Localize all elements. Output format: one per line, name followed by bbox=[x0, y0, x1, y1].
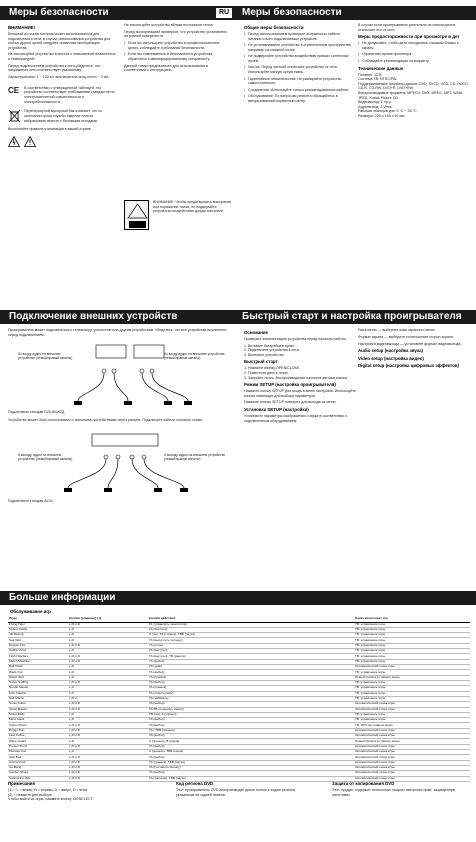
copy-protection-heading: Защита от копирования DVD bbox=[332, 781, 395, 786]
keys-cell: L,R,U bbox=[68, 696, 148, 701]
action-cell: TA (выбор) bbox=[148, 718, 354, 723]
warning-heading: ВНИМАНИЕ! bbox=[8, 25, 36, 30]
game-name-cell: Nail Mania bbox=[8, 696, 68, 701]
game-name-cell: Space Castle bbox=[8, 627, 68, 632]
keys-cell: L,R,U,D bbox=[68, 755, 148, 760]
action-cell: TA (выбор) bbox=[148, 659, 354, 664]
action-cell: TA (выстрел) bbox=[148, 627, 354, 632]
show-cell: Автоматический показ игры bbox=[354, 744, 470, 749]
col-header-game: Игры bbox=[8, 616, 68, 622]
action-cell: TA (огонь) bbox=[148, 643, 354, 648]
game-name-cell: Jewel Master bbox=[8, 707, 68, 712]
section-banner-connect bbox=[0, 310, 476, 324]
keys-cell: L,R bbox=[68, 712, 148, 717]
safety-para: Данный товар предназначен для использования в соответствии с инструкцией. bbox=[124, 63, 208, 73]
keys-cell: L,R,U,D bbox=[68, 659, 148, 664]
settings-heading: Установка SETUP (настройки) bbox=[244, 407, 309, 413]
region-code-heading: Код региона DVD bbox=[176, 781, 214, 786]
caution-text: ВНИМАНИЕ: Чтобы предотвратить возгорание или поражение током, не подвергайте устройство воздействию дождя или влаги. bbox=[153, 200, 232, 214]
warning-label-icon bbox=[125, 201, 150, 231]
diagram-caption-left: К выходу аудио на внешнем устройстве (левый/правый каналы) bbox=[18, 453, 73, 461]
safety-col-3 bbox=[244, 23, 352, 258]
language-badge: RU bbox=[216, 8, 232, 18]
ce-mark-icon: CE bbox=[8, 85, 20, 95]
game-name-cell: Flight Warfare bbox=[8, 654, 68, 659]
quick-para: Настройка видеовыхода — установите формат видеовыхода. bbox=[358, 341, 462, 346]
show-cell: Автоматический показ игры bbox=[354, 776, 470, 781]
quickstart-col-2 bbox=[358, 328, 470, 564]
safety-para: Не используйте устройство в местах с повышенной влажностью и температурой. bbox=[8, 52, 116, 62]
connection-diagram-av bbox=[8, 432, 234, 498]
safety-bullet: • Если вы используете устройство в профессиональных целях, соблюдайте требования безопасности. bbox=[124, 41, 230, 50]
keys-cell: L,R bbox=[68, 665, 148, 670]
action-cell: TA (выстрел), TB (ракета) bbox=[148, 654, 354, 659]
safety-para: Перед подключением устройства к сети убедитесь, что напряжение сети соответствует указанному. bbox=[8, 63, 101, 73]
safety-bullet: • Соединения: Используйте только рекомендованные кабели. bbox=[244, 88, 352, 93]
show-cell: Автоматический показ игры bbox=[354, 765, 470, 770]
keys-cell: L,R bbox=[68, 627, 148, 632]
keys-cell: L,R bbox=[68, 638, 148, 643]
spec-line: Размеры: 225 x 165 x 40 мм bbox=[358, 113, 405, 118]
safety-bullet: • Не устанавливайте устройство в ограниченном пространстве, например на книжной полке. bbox=[244, 43, 352, 52]
note-line: (1) = L = влево, R = вправо, U = вверх, D = вниз bbox=[8, 787, 88, 792]
safety-para: Не используйте устройство вблизи источников тепла. bbox=[124, 23, 214, 27]
action-cell: TA (прыжок), TBB (пауза) bbox=[148, 760, 354, 765]
action-cell: TA (выбор) bbox=[148, 670, 354, 675]
warning-label-box bbox=[124, 200, 149, 230]
game-name-cell: Nerdle Master bbox=[8, 686, 68, 691]
show-cell: TB: управление игры bbox=[354, 649, 470, 654]
show-cell: TB: управление игры bbox=[354, 633, 470, 638]
compliance-text: В соответствии с утвержденной таблицей, это устройство соответствует требованиям стандартов по электромагнитной совместимости и электробезопасности. bbox=[24, 85, 115, 104]
diagram-caption-right: Ко входу аудио на внешнем устройстве (левый/правый каналы) bbox=[164, 352, 225, 360]
exclamation-triangle-icon bbox=[24, 136, 36, 147]
keys-cell: L,R,U,D bbox=[68, 723, 148, 728]
show-cell: Автоматический показ игры bbox=[354, 728, 470, 733]
game-name-cell: 3D Racing bbox=[8, 633, 68, 638]
games-heading: Обслуживание игр bbox=[10, 609, 51, 614]
keys-cell: L,R bbox=[68, 633, 148, 638]
keys-cell: L,R bbox=[68, 718, 148, 723]
safety-bullet: • Гарантийные обязательства: Не разбирайте устройство самостоятельно. bbox=[244, 77, 352, 86]
base-heading: Основание bbox=[244, 330, 269, 335]
action-cell: TA (выбор) bbox=[148, 755, 354, 760]
show-cell: Автоматический показ игры bbox=[354, 734, 470, 739]
spec-line: Рабочая температура: 5 °C ~ 35 °C bbox=[358, 109, 417, 114]
region-code-text: Этот проигрыватель DVD воспроизводит диски только с кодом региона, указанным на задней панели. bbox=[176, 787, 296, 797]
quick-para: Формат экрана — выберите соотношение сторон экрана. bbox=[358, 334, 454, 339]
game-name-cell: Garden Share bbox=[8, 771, 68, 776]
connect-mid bbox=[8, 418, 234, 428]
action-cell: TA (торпеда), TBB (пауза) bbox=[148, 776, 354, 781]
col-header-keys: Кнопки (клавиши) (1) bbox=[68, 616, 148, 622]
spec-line: Питание: 12 В bbox=[358, 72, 382, 77]
show-cell: TB: ЭТО на главном меню bbox=[354, 723, 470, 728]
action-cell: TB (газ), A (тормоз) bbox=[148, 712, 354, 717]
quick-step: 2. Поместите диск в лоток. bbox=[244, 370, 289, 375]
show-cell: TB: управление игры bbox=[354, 670, 470, 675]
game-name-cell: Sea War bbox=[8, 638, 68, 643]
safety-bullet: • Чистка: Перед чисткой отключите устройство от сети. Используйте мягкую сухую ткань. bbox=[244, 65, 352, 74]
action-cell: A (прыжок), TBB (пауза) bbox=[148, 750, 354, 755]
quick-para: Нажмите кнопку SETUP для входа в меню настройки. Используйте кнопки навигации для выбора параметров. bbox=[244, 389, 356, 398]
safety-bullet: • Обслуживание: По вопросам ремонта обращайтесь в авторизованный сервисный центр. bbox=[244, 94, 352, 103]
banner-title-right: Быстрый старт и настройка проигрывателя bbox=[242, 311, 462, 322]
safety-para: Внешний источник питания может использоваться для подключения к сети, в случае использования устройства для любых других целей следуйте правилам эксплуатации устройства. bbox=[8, 31, 111, 50]
col-header-show: Показ кнопочных игр bbox=[354, 616, 470, 622]
banner-title-left: Подключение внешних устройств bbox=[9, 311, 178, 322]
show-cell: Новый прыжок в главное меню bbox=[354, 675, 470, 680]
quick-para: Язык меню — выберите язык экранного меню. bbox=[358, 328, 436, 332]
game-name-cell: Boggy Run bbox=[8, 728, 68, 733]
show-cell: TB: управление игры bbox=[354, 622, 470, 627]
spec-line: Воспроизводимые форматы: MPEG4, DivX, MPEG, MP3, WMA, JPEG, Kodak Picture CD bbox=[358, 90, 464, 100]
game-name-cell: Match Machine bbox=[8, 659, 68, 664]
action-cell: TA (прыжок) bbox=[148, 686, 354, 691]
show-cell: TB: управление игры bbox=[354, 638, 470, 643]
show-cell: TB: управление игры bbox=[354, 654, 470, 659]
safety-bullet: • Не подвергайте устройство воздействию прямых солнечных лучей. bbox=[244, 54, 352, 63]
quick-step: 3. Закройте лоток. Воспроизведение начнется автоматически. bbox=[244, 375, 348, 380]
show-cell: Автоматический показ игры bbox=[354, 750, 470, 755]
show-cell: TB: управление игры bbox=[354, 680, 470, 685]
copy-protection-block bbox=[332, 781, 470, 837]
audio-setup-heading: Audio setup (настройка звука) bbox=[358, 348, 423, 354]
action-cell: TA (выбор) bbox=[148, 734, 354, 739]
show-cell: TB: управление игры bbox=[354, 643, 470, 648]
game-name-cell: Fish Catcher bbox=[8, 691, 68, 696]
section-banner-safety bbox=[0, 6, 476, 20]
notes-block bbox=[8, 781, 144, 837]
game-name-cell: Snow Cutter bbox=[8, 702, 68, 707]
game-name-cell: Protect Truck bbox=[8, 744, 68, 749]
action-cell: TA (выпустить торпеду) bbox=[148, 638, 354, 643]
quick-step: 1. Нажмите кнопку OPEN/CLOSE. bbox=[244, 366, 301, 371]
banner-title-left: Больше информации bbox=[9, 592, 116, 603]
game-name-cell: Submarine War bbox=[8, 776, 68, 781]
quick-para: Нажмите кнопку SETUP повторно для выхода из меню. bbox=[244, 400, 337, 405]
lightning-triangle-icon bbox=[8, 136, 20, 147]
action-cell: TA (ловить рыбу) bbox=[148, 691, 354, 696]
game-name-cell: Dragon Fire bbox=[8, 643, 68, 648]
keys-cell: L,R bbox=[68, 691, 148, 696]
quick-step: 3. Включите устройство. bbox=[244, 352, 285, 357]
region-code-block bbox=[176, 781, 306, 837]
action-cell: TA (выбор) bbox=[148, 680, 354, 685]
safety-bullet: • Не допускайте, чтобы дети находились слишком близко к экрану. bbox=[358, 41, 470, 50]
safety-bullet: • Если вы сомневаетесь в безопасности устройства, обратитесь к квалифицированному специалисту. bbox=[124, 52, 230, 61]
keys-cell: L,R,U,D bbox=[68, 728, 148, 733]
game-name-cell: Ball Clash bbox=[8, 665, 68, 670]
disposal-text-2: Выполняйте правила утилизации в вашей стране. bbox=[8, 127, 92, 132]
games-table bbox=[8, 616, 470, 782]
show-cell: Автоматический показ игры bbox=[354, 707, 470, 712]
connect-mid-text: Устройство может быть использовано с внешними устройствами через разъем. Подключите кабели согласно схеме. bbox=[8, 418, 204, 422]
games-subtitle bbox=[10, 609, 130, 615]
safety-col-4 bbox=[358, 23, 470, 258]
action-cell: A (газ), TA (тормоз), TBB (пауза) bbox=[148, 633, 354, 638]
action-cell: A (прыжок), B (пауза) bbox=[148, 739, 354, 744]
spec-line: Видеовыход: 1 Vp-p bbox=[358, 100, 392, 105]
game-name-cell: Super Sniffing bbox=[8, 680, 68, 685]
game-name-cell: Magic Star bbox=[8, 675, 68, 680]
keys-cell: L,R bbox=[68, 649, 148, 654]
notes-heading: Примечания bbox=[8, 781, 36, 786]
action-cell: F1 (управлять самолётом) bbox=[148, 622, 354, 627]
note-line: Чтобы выйти из игры, нажмите кнопку OK/SELECT. bbox=[8, 797, 94, 802]
safety-para: В случае если проигрыватель длительно не используется, отключите его от сети. bbox=[358, 23, 456, 32]
disposal-text: Перечеркнутый мусорный бак означает, что по окончании срока службы изделие нельзя выбрасывать вместе с бытовыми отходами. bbox=[24, 109, 103, 123]
connect-intro-text: Проигрыватель может подключаться к телевизору, усилителю или другим устройствам. Убедитесь, что все устройства выключены перед подключением. bbox=[8, 328, 227, 337]
children-safety-heading: Меры предосторожности при просмотре в дет bbox=[358, 34, 460, 40]
keys-cell: L,R,U,D bbox=[68, 654, 148, 659]
spec-line: Система ТВ: NTSC/PAL bbox=[358, 77, 398, 82]
keys-cell: L,R,U,D bbox=[68, 765, 148, 770]
quick-para: Проверьте комплектацию устройства перед началом работы. bbox=[244, 336, 347, 341]
show-cell: Автоматический показ игры bbox=[354, 771, 470, 776]
quick-step: 2. Подключите устройство к сети. bbox=[244, 348, 300, 353]
tech-specs-heading: Технические данные bbox=[358, 65, 404, 71]
game-name-cell: Last Coffee bbox=[8, 734, 68, 739]
warning-label-text bbox=[153, 200, 233, 224]
keys-cell: L,R,U,D bbox=[68, 744, 148, 749]
crossed-bin-icon bbox=[8, 109, 21, 123]
action-cell: TA (прыжок) bbox=[148, 675, 354, 680]
quickstart-heading: Быстрый старт bbox=[244, 359, 278, 365]
spec-line: Аудиовыход: 2 Vrms bbox=[358, 104, 392, 109]
action-cell: TA (забивать) bbox=[148, 696, 354, 701]
quick-para: Установите параметры изображения и звука в соответствии с подключенным оборудованием. bbox=[244, 414, 348, 423]
action-cell: TA (выстрел) bbox=[148, 649, 354, 654]
action-cell: TA (выбор) bbox=[148, 723, 354, 728]
banner-title-left: Меры безопасности bbox=[9, 7, 109, 18]
game-name-cell: Indoor Driver bbox=[8, 723, 68, 728]
spec-line: Поддерживаемые форматы дисков: DVD, SVCD, VCD, CD, HDCD, CD-R, CD-RW, DVD+R, DVD+RW bbox=[358, 81, 469, 91]
show-cell: Автоматический показ игры bbox=[354, 760, 470, 765]
show-cell: TB: управление игры bbox=[354, 691, 470, 696]
section-banner-more bbox=[0, 591, 476, 605]
game-name-cell: Flying Tiger bbox=[8, 622, 68, 627]
general-safety-heading: Общие меры безопасности bbox=[244, 25, 304, 30]
keys-cell: L,R,U,D bbox=[68, 680, 148, 685]
safety-bullet: • Перед использованием проверьте исправность кабеля питания и всех подключаемых устройств. bbox=[244, 32, 352, 41]
safety-col-1 bbox=[8, 23, 116, 258]
show-cell: TB: управление игры bbox=[354, 696, 470, 701]
action-cell: TA / TBB (прыжок) bbox=[148, 728, 354, 733]
digital-setup-heading: Digital setup (настройка цифровых эффектов) bbox=[358, 363, 459, 369]
game-name-cell: Go Bang bbox=[8, 765, 68, 770]
safety-bullet: • Ограничьте время просмотра. bbox=[358, 52, 470, 57]
keys-cell: L,R,U,D bbox=[68, 707, 148, 712]
note-line: (2) = нажмите для выбора bbox=[8, 792, 52, 797]
action-cell: TA/TB (поменять камни) bbox=[148, 707, 354, 712]
diagram-caption-right: К выходу аудио на внешнем устройстве (левый/правый каналы) bbox=[164, 453, 226, 461]
show-cell: TB: управление игры bbox=[354, 686, 470, 691]
setup-heading: Режим SETUP (настройка проигрывателя) bbox=[244, 382, 336, 388]
keys-cell: L,R,U,D bbox=[68, 771, 148, 776]
quick-step: 1. Вставьте батарейки в пульт. bbox=[244, 343, 295, 348]
keys-cell: L,R bbox=[68, 686, 148, 691]
figure-caption: Подключение к входам AV-IN bbox=[8, 499, 53, 503]
keys-cell: L,R bbox=[68, 750, 148, 755]
copy-protection-text: Этот продукт содержит технологию защиты авторских прав, защищенную патентами. bbox=[332, 787, 456, 797]
diagram-caption-left: Ко входу аудио на внешнем устройстве (левый/правый каналы) bbox=[18, 352, 73, 360]
show-cell: TB: управление игры bbox=[354, 712, 470, 717]
safety-para: Перед эксплуатацией проверьте, что устройство установлено на ровной поверхности. bbox=[124, 29, 228, 39]
show-cell: Автоматический показ игры bbox=[354, 755, 470, 760]
show-cell: Автоматический показ игры bbox=[354, 702, 470, 707]
show-cell: TB: управление игры bbox=[354, 718, 470, 723]
action-cell: TA (выбор) bbox=[148, 702, 354, 707]
game-name-cell: Animal Fruit bbox=[8, 760, 68, 765]
quickstart-col-1 bbox=[244, 328, 356, 564]
safety-para: Характеристики: 1 ~ 100 кл. выключатель мощ-ности ~ 3 мА. bbox=[8, 75, 110, 80]
game-name-cell: Soldier Arise bbox=[8, 649, 68, 654]
safety-bullet: • Соблюдайте рекомендации по возрасту. bbox=[358, 59, 470, 64]
video-setup-heading: Video setup (настройка видео) bbox=[358, 355, 424, 361]
keys-cell: L,R,U,D bbox=[68, 702, 148, 707]
keys-cell: L,R bbox=[68, 675, 148, 680]
show-cell: TB: управление игры bbox=[354, 659, 470, 664]
col-header-action: Кнопки действия bbox=[148, 616, 354, 622]
keys-cell: L,R bbox=[68, 739, 148, 744]
keys-cell: L,R,U,D bbox=[68, 760, 148, 765]
game-name-cell: Motor Rally bbox=[8, 712, 68, 717]
show-cell: Автоматический показ игры bbox=[354, 665, 470, 670]
game-name-cell: Wave Guard bbox=[8, 739, 68, 744]
game-name-cell: Monster Cat bbox=[8, 750, 68, 755]
keys-cell: L,R,U,D bbox=[68, 776, 148, 781]
keys-cell: L,R,U,D bbox=[68, 643, 148, 648]
figure-caption: Подключение к входам DVD-ВЫХОД bbox=[8, 410, 65, 414]
connect-intro bbox=[8, 328, 234, 340]
action-cell: TA (выбор) bbox=[148, 744, 354, 749]
action-cell: TA (поставить фишку) bbox=[148, 765, 354, 770]
keys-cell: L,R bbox=[68, 670, 148, 675]
keys-cell: L,R,U,D bbox=[68, 734, 148, 739]
banner-title-right: Меры безопасности bbox=[242, 7, 342, 18]
show-cell: TB: управление игры bbox=[354, 627, 470, 632]
game-name-cell: Spin Ball bbox=[8, 755, 68, 760]
show-cell: Новый прыжок в главное меню bbox=[354, 739, 470, 744]
game-name-cell: Black Out bbox=[8, 670, 68, 675]
action-cell: TA (удар) bbox=[148, 665, 354, 670]
keys-cell: L,R,U,D bbox=[68, 622, 148, 627]
action-cell: TA (выбор) bbox=[148, 771, 354, 776]
game-name-cell: Mind Stack bbox=[8, 718, 68, 723]
warning-triangle-icons bbox=[8, 136, 116, 147]
